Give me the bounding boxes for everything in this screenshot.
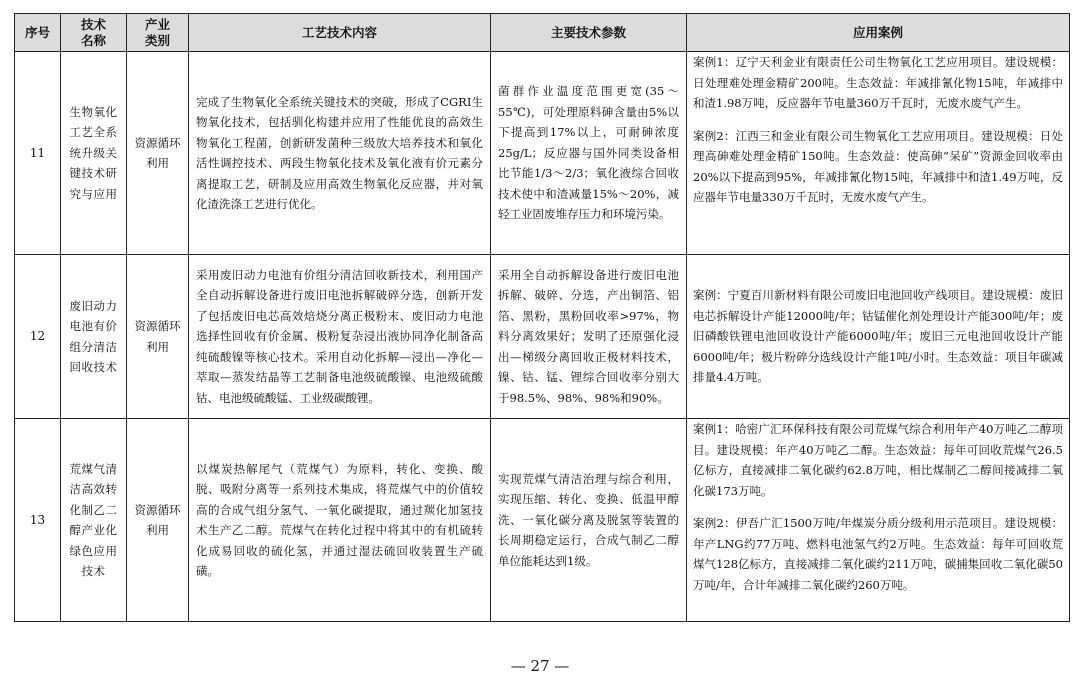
header-params: 主要技术参数 xyxy=(491,14,687,52)
header-cases: 应用案例 xyxy=(687,14,1070,52)
header-name: 技术 名称 xyxy=(61,14,127,52)
case-2: 案例2：江西三和金业有限公司生物氧化工艺应用项目。建设规模：日处理高砷难处理金精矿150吨。生态效益：使高砷“呆矿”资源金回收率由20%以下提高到95%，年减排氰化物15吨，年减排中和渣1.49万吨，反应器年节电量330万千瓦时，无废水废气产生。 xyxy=(693,128,1063,204)
row-seq: 12 xyxy=(15,255,61,419)
case-1: 案例1：辽宁天利金业有限责任公司生物氧化工艺应用项目。建设规模：日处理难处理金精矿200吨。生态效益：年减排氰化物15吨，年减排中和渣1.98万吨，反应器年节电量360万千瓦时，无废水废气产生。 xyxy=(693,55,1063,110)
case-1: 案例：宁夏百川新材料有限公司废旧电池回收产线项目。建设规模：废旧电芯拆解设计产能12000吨/年；钴锰催化剂处理设计产能300吨/年；废旧磷酸铁锂电池回收设计产能6000吨/年；废旧三元电池回收设计产能6000吨/年；极片粉碎分选线设计产能1吨/小时。生态效益：项目年碳减排量4.4万吨。 xyxy=(693,288,1063,385)
row-content: 完成了生物氧化全系统关键技术的突破，形成了CGRI生物氧化技术，包括驯化构建并应用了性能优良的高效生物氧化工程菌，创新研发菌种三级放大培养技术和氧化活性调控技术、两段生物氧化技术及氧化液有价元素分离提取工艺，研制及应用高效生物氧化反应器，并对氧化渣洗涤工艺进行优化。 xyxy=(189,52,491,255)
row-industry: 资源循环利用 xyxy=(127,255,189,419)
table-row xyxy=(15,52,1070,255)
row-seq: 11 xyxy=(15,52,61,255)
row-cases xyxy=(687,52,1070,255)
case-2: 案例2：伊吾广汇1500万吨/年煤炭分质分级利用示范项目。建设规模：年产LNG约77万吨、燃料电池氢气约2万吨。生态效益：每年可回收荒煤气128亿标方，直接减排二氧化碳约211万吨，碳捕集回收二氧化碳50万吨/年，合计年减排二氧化碳约260万吨。 xyxy=(693,516,1063,592)
row-content: 以煤炭热解尾气（荒煤气）为原料，转化、变换、酸脱、吸附分离等一系列技术集成，将荒煤气中的价值较高的合成气组分氢气、一氧化碳提取，通过羰化加氢技术生产乙二醇。荒煤气在转化过程中将其中的有机硫转化成易回收的硫化氢，并通过湿法硫回收装置生产硫磺。 xyxy=(189,419,491,622)
header-content: 工艺技术内容 xyxy=(189,14,491,52)
technology-table xyxy=(14,13,1070,622)
row-cases xyxy=(687,255,1070,419)
case-1: 案例1：哈密广汇环保科技有限公司荒煤气综合利用年产40万吨乙二醇项目。建设规模：年产40万吨乙二醇。生态效益：每年可回收荒煤气26.5亿标方，直接减排二氧化碳约62.8万吨，相比煤制乙二醇间接减排二氧化碳173万吨。 xyxy=(693,422,1063,498)
table-row xyxy=(15,255,1070,419)
row-params: 实现荒煤气清洁治理与综合利用，实现压缩、转化、变换、低温甲醇洗、一氧化碳分离及脱氢等装置的长周期稳定运行，合成气制乙二醇单位能耗达到1级。 xyxy=(491,419,687,622)
header-industry: 产业 类别 xyxy=(127,14,189,52)
table-row xyxy=(15,419,1070,622)
row-seq: 13 xyxy=(15,419,61,622)
row-tech-name: 生物氧化工艺全系统升级关键技术研究与应用 xyxy=(61,52,127,255)
row-industry: 资源循环利用 xyxy=(127,419,189,622)
row-tech-name: 废旧动力电池有价组分清洁回收技术 xyxy=(61,255,127,419)
row-industry: 资源循环利用 xyxy=(127,52,189,255)
row-params: 采用全自动拆解设备进行废旧电池拆解、破碎、分选，产出铜箔、铝箔、黑粉，黑粉回收率>97%，物料分离效果好；发明了还原强化浸出—梯级分离回收正极材料技术，镍、钴、锰、锂综合回收率分别大于98.5%、98%、98%和90%。 xyxy=(491,255,687,419)
row-tech-name: 荒煤气清洁高效转化制乙二醇产业化绿色应用技术 xyxy=(61,419,127,622)
page-number: — 27 — xyxy=(510,657,570,675)
table-header-row xyxy=(15,14,1070,52)
header-seq: 序号 xyxy=(15,14,61,52)
row-cases xyxy=(687,419,1070,622)
row-params: 菌群作业温度范围更宽(35～55℃)，可处理原料砷含量由5%以下提高到17%以上，可耐砷浓度25g/L；反应器与国外同类设备相比节能1/3～2/3；氧化液综合回收技术使中和渣减量15%～20%，减轻工业固废堆存压力和环境污染。 xyxy=(491,52,687,255)
row-content: 采用废旧动力电池有价组分清洁回收新技术，利用国产全自动拆解设备进行废旧电池拆解破碎分选，创新开发了包括废旧电芯高效焙烧分离正极粉末、废旧动力电池选择性回收有价金属、极粉复杂浸出液协同净化制备高纯硫酸镍等核心技术。采用自动化拆解—浸出—净化—萃取—蒸发结晶等工艺制备电池级硫酸镍、电池级硫酸钴、电池级硫酸锰、工业级碳酸锂。 xyxy=(189,255,491,419)
